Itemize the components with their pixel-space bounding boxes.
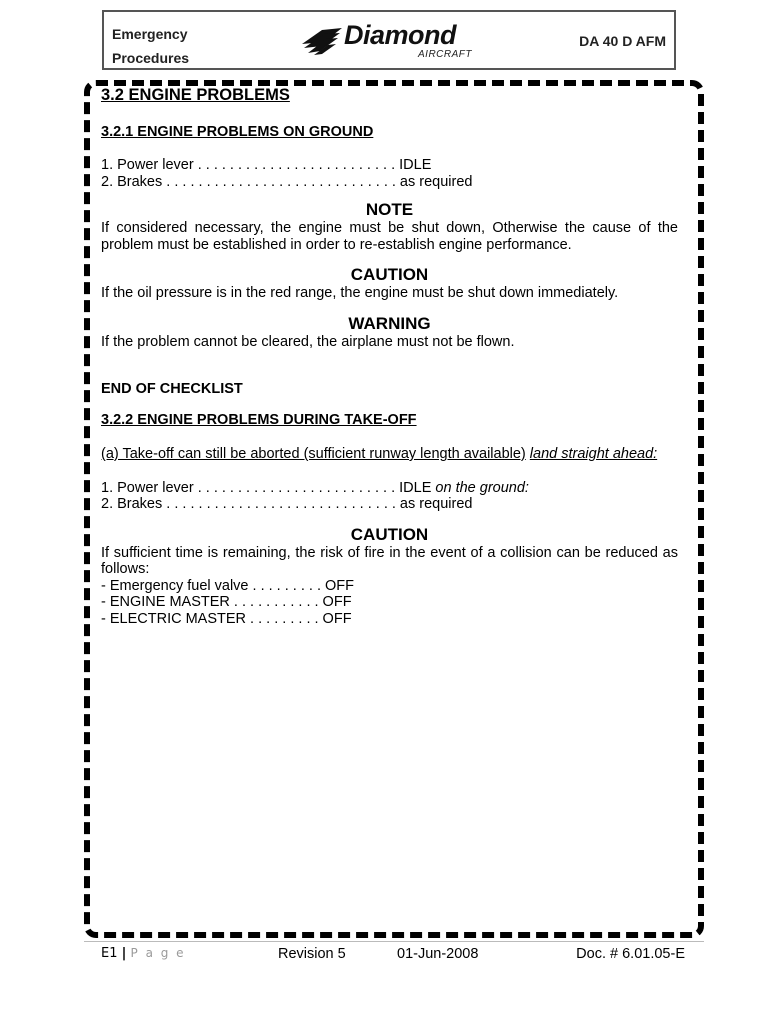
logo-subtitle: AIRCRAFT [418,49,472,60]
subsection-title-takeoff: 3.2.2 ENGINE PROBLEMS DURING TAKE-OFF [101,411,417,428]
caution-text-takeoff: If sufficient time is remaining, the risk of fire in the event of a collision can be reduced as follows: [101,544,678,577]
footer-revision: Revision 5 [278,946,346,962]
caution-text-ground: If the oil pressure is in the red range, the engine must be shut down immediately. [101,285,619,301]
header-line-2: Procedures [112,50,190,66]
note-title: NOTE [365,200,414,219]
caution-item-fuel-valve: - Emergency fuel valve . . . . . . . . . OFF [101,577,355,594]
footer-page-label [101,946,186,961]
step-brakes-ground: 2. Brakes . . . . . . . . . . . . . . . . . . . . . . . . . . . . . as required [101,173,473,190]
page-number: E1 [101,946,118,961]
header-line-1: Emergency [112,26,188,42]
diamond-logo-icon [300,26,344,56]
step-power-lever-text: 1. Power lever . . . . . . . . . . . . . . . . . . . . . . . . . IDLE [101,479,432,496]
page-header [102,10,676,70]
warning-text: If the problem cannot be cleared, the airplane must not be flown. [101,333,515,350]
caution-title-ground: CAUTION [350,265,429,284]
diamond-aircraft-logo [300,20,486,62]
warning-title: WARNING [348,313,431,333]
step-brakes-takeoff: 2. Brakes . . . . . . . . . . . . . . . . . . . . . . . . . . . . . as required [101,496,473,512]
page-content [101,86,678,627]
footer-divider [84,941,704,942]
footer-doc-number: Doc. # 6.01.05-E [576,946,685,962]
caution-item-engine-master: - ENGINE MASTER . . . . . . . . . . . OFF [101,594,352,610]
header-section-label [112,22,189,70]
case-a-italic: land straight ahead: [529,446,658,462]
footer-date: 01-Jun-2008 [397,946,479,962]
section-title: 3.2 ENGINE PROBLEMS [101,86,290,104]
step-power-lever-takeoff [101,480,678,497]
note-text: If considered necessary, the engine must be shut down, Otherwise the cause of the problem must be established in order to re-establish engine performance. [101,220,678,253]
takeoff-case-a [101,446,678,463]
end-of-checklist: END OF CHECKLIST [101,381,243,397]
page-footer [101,944,685,966]
subsection-title-ground: 3.2.1 ENGINE PROBLEMS ON GROUND [101,123,374,140]
page-word: P a g e [130,946,186,960]
caution-title-takeoff: CAUTION [350,524,429,544]
caution-item-electric-master: - ELECTRIC MASTER . . . . . . . . . OFF [101,610,352,627]
step-power-lever-italic: on the ground: [435,479,529,496]
case-a-text: (a) Take-off can still be aborted (sufficient runway length available) [101,446,526,462]
logo-wordmark: Diamond [344,20,457,50]
page-separator: | [121,946,127,961]
step-power-lever-ground: 1. Power lever . . . . . . . . . . . . . . . . . . . . . . . . . IDLE [101,157,432,173]
header-document-id: DA 40 D AFM [579,33,666,49]
